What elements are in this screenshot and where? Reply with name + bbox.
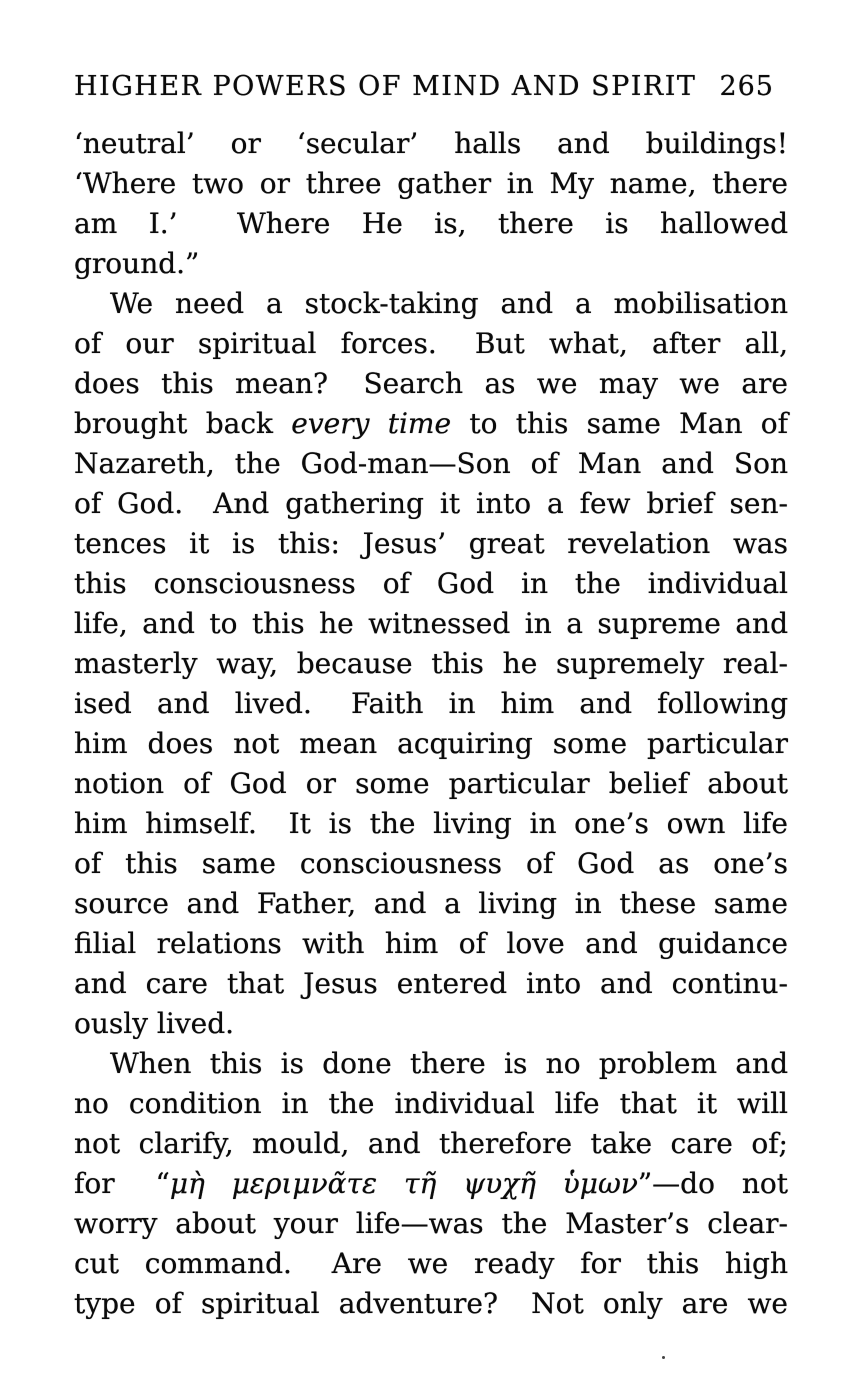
text-line [74,844,788,884]
text-line [74,444,788,484]
text-line [74,1004,788,1044]
text-line [74,644,788,684]
text-segment: does this mean? Search as we may we are [74,367,788,400]
text-segment: Nazareth, the God-man—Son of Man and Son [74,447,788,480]
text-segment: this consciousness of God in the individual [74,567,788,600]
text-line [74,1284,788,1324]
text-line [74,684,788,724]
text-segment: filial relations with him of love and guidance [74,927,788,960]
text-line [74,204,788,244]
text-segment: cut command. Are we ready for this high [74,1247,788,1280]
text-line [74,484,788,524]
text-line [74,564,788,604]
text-line [74,724,788,764]
text-segment: masterly way, because this he supremely real- [74,647,788,680]
text-segment: ously lived. [74,1007,235,1040]
scan-artifact-dot [662,1356,665,1359]
text-line [74,1164,788,1204]
text-line [74,244,788,284]
text-segment: him does not mean acquiring some particular [74,727,788,760]
text-segment: no condition in the individual life that it will [74,1087,788,1120]
text-segment-italic: μὴ μεριμνᾶτε τῆ ψυχῆ ὑμων [169,1167,638,1200]
text-line [74,524,788,564]
text-segment: to this same Man of [451,407,788,440]
text-line [74,804,788,844]
text-segment: notion of God or some particular belief about [74,767,788,800]
page-number: 265 [719,71,774,102]
text-line [74,764,788,804]
text-line [74,604,788,644]
text-segment: him himself. It is the living in one’s own life [74,807,788,840]
text-segment: We need a stock-taking and a mobilisation [110,287,788,320]
text-segment: not clarify, mould, and therefore take care of; [74,1127,788,1160]
text-segment: brought back [74,407,292,440]
text-segment: of this same consciousness of God as one’s [74,847,788,880]
text-segment: for “ [74,1167,170,1200]
text-segment: ‘neutral’ or ‘secular’ halls and buildings! [74,127,788,160]
text-segment: type of spiritual adventure? Not only are we [74,1287,788,1320]
text-segment: ised and lived. Faith in him and following [74,687,788,720]
text-segment: tences it is this: Jesus’ great revelation was [74,527,788,560]
text-line [74,1044,788,1084]
text-segment: of our spiritual forces. But what, after all, [74,327,788,360]
text-segment: of God. And gathering it into a few brief sen- [74,487,788,520]
text-line [74,964,788,1004]
text-line [74,124,788,164]
running-header [74,70,774,104]
text-segment: ”—do not [637,1167,788,1200]
text-segment: worry about your life—was the Master’s clear- [74,1207,788,1240]
text-segment-italic: every time [291,407,452,440]
text-segment: When this is done there is no problem and [110,1047,788,1080]
text-line [74,1204,788,1244]
text-segment: and care that Jesus entered into and continu- [74,967,788,1000]
text-line [74,324,788,364]
text-segment: ground.” [74,247,200,280]
text-line [74,1084,788,1124]
text-line [74,164,788,204]
text-line [74,404,788,444]
text-line [74,884,788,924]
text-line [74,1124,788,1164]
text-segment: source and Father, and a living in these same [74,887,788,920]
text-line [74,364,788,404]
running-header-title: HIGHER POWERS OF MIND AND SPIRIT [74,71,697,102]
text-segment: ‘Where two or three gather in My name, there [74,167,788,200]
text-line [74,1244,788,1284]
page-text [74,124,788,1324]
text-segment: life, and to this he witnessed in a supreme and [74,607,788,640]
text-line [74,924,788,964]
text-segment: am I.’ Where He is, there is hallowed [74,207,788,240]
text-line [74,284,788,324]
